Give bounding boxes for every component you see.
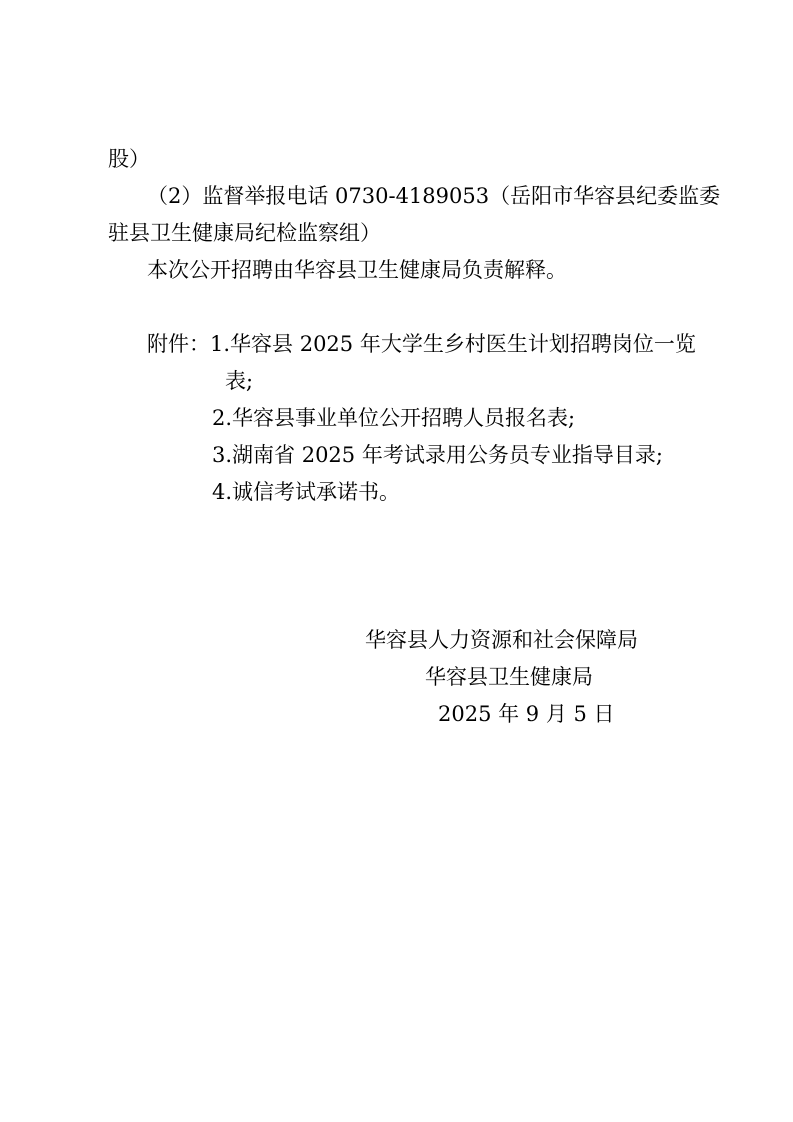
paragraph-continuation: 股） bbox=[108, 147, 150, 171]
paragraph-interpretation: 本次公开招聘由华容县卫生健康局负责解释。 bbox=[147, 258, 567, 282]
attachment-item-1-cont: 表; bbox=[225, 369, 254, 393]
attachment-item-3: 3.湖南省 2025 年考试录用公务员专业指导目录; bbox=[212, 443, 663, 467]
paragraph-hotline-cont: 驻县卫生健康局纪检监察组） bbox=[108, 221, 381, 245]
signature-date: 2025 年 9 月 5 日 bbox=[438, 702, 615, 726]
attachment-item-4: 4.诚信考试承诺书。 bbox=[212, 480, 401, 504]
signature-org-health: 华容县卫生健康局 bbox=[425, 665, 593, 689]
attachment-item-1: 附件：1.华容县 2025 年大学生乡村医生计划招聘岗位一览 bbox=[147, 332, 696, 356]
attachment-item-2: 2.华容县事业单位公开招聘人员报名表; bbox=[212, 406, 576, 430]
paragraph-hotline: （2）监督举报电话 0730-4189053（岳阳市华容县纪委监委 bbox=[147, 184, 721, 208]
signature-org-hr: 华容县人力资源和社会保障局 bbox=[365, 628, 638, 652]
